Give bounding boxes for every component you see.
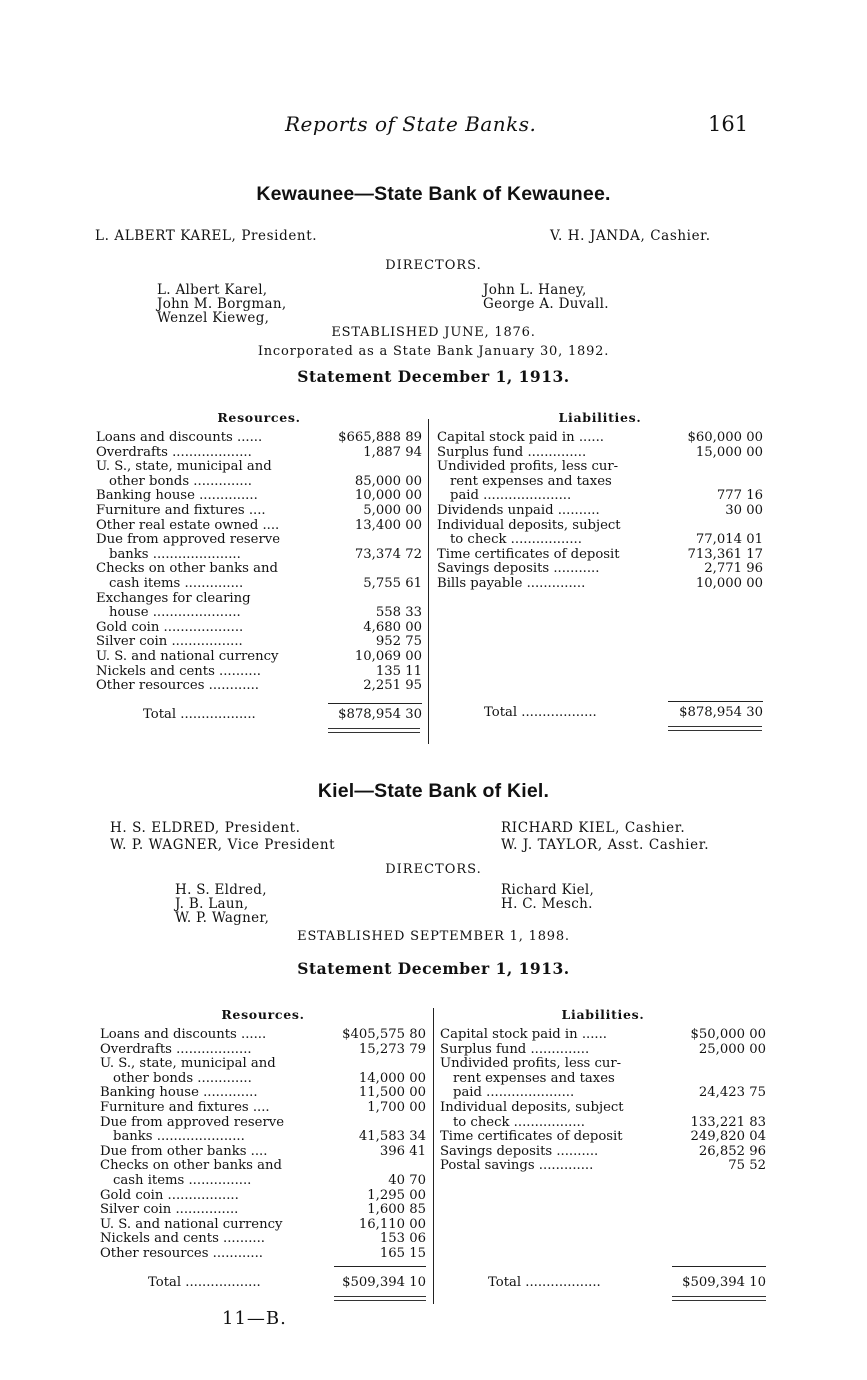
row-amount: 13,400 00 <box>354 517 422 533</box>
row-label: Loans and discounts ...... <box>100 1028 267 1042</box>
director: Wenzel Kieweg, <box>157 310 270 326</box>
ledger-row <box>100 1247 426 1262</box>
resources-total <box>148 1276 426 1292</box>
resources-sum-rule <box>328 703 422 704</box>
total-amount: $878,954 30 <box>679 705 763 720</box>
directors-heading: DIRECTORS. <box>385 258 482 273</box>
column-divider <box>433 1008 434 1304</box>
ledger-row <box>100 1218 426 1233</box>
row-amount: 5,755 61 <box>363 575 422 591</box>
directors-list <box>0 283 867 329</box>
row-label: Silver coin ............... <box>100 1203 239 1218</box>
total-label: Total .................. <box>484 705 597 720</box>
row-amount: 14,000 00 <box>358 1070 426 1086</box>
row-label: cash items .............. <box>109 576 244 591</box>
ledger-row <box>96 635 422 650</box>
row-amount: 133,221 83 <box>690 1114 766 1130</box>
ledger-row <box>96 489 422 504</box>
director: J. B. Laun, <box>175 896 249 912</box>
row-label: Loans and discounts ...... <box>96 431 263 445</box>
ledger-row <box>437 519 763 534</box>
statement-ledger-kewaunee <box>0 411 867 741</box>
row-label: Furniture and fixtures .... <box>100 1100 270 1115</box>
row-label: paid ..................... <box>450 489 572 504</box>
liabilities-double-rule <box>672 1296 766 1301</box>
row-amount: 10,069 00 <box>354 648 422 664</box>
row-amount: $50,000 00 <box>690 1027 766 1042</box>
officer: W. J. TAYLOR, Asst. Cashier. <box>501 837 710 853</box>
director: H. C. Mesch. <box>501 896 593 912</box>
row-amount: $405,575 80 <box>342 1027 426 1042</box>
ledger-row <box>100 1232 426 1247</box>
row-label: Banking house ............. <box>100 1086 258 1101</box>
row-label: to check ................. <box>453 1115 585 1130</box>
ledger-row <box>100 1203 426 1218</box>
row-label: Other resources ............ <box>100 1246 263 1261</box>
signature-mark: 11—B. <box>222 1308 287 1329</box>
officer: W. P. WAGNER, Vice President <box>110 837 336 853</box>
row-amount: 75 52 <box>728 1158 766 1174</box>
ledger-row <box>437 446 763 461</box>
row-label: U. S. and national currency <box>96 649 279 664</box>
total-label: Total .................. <box>143 707 256 722</box>
officers <box>0 228 867 264</box>
row-label: paid ..................... <box>453 1086 575 1101</box>
row-amount: 15,000 00 <box>695 444 763 460</box>
ledger-row <box>100 1101 426 1116</box>
officers <box>0 820 867 856</box>
director: Richard Kiel, <box>501 882 595 898</box>
row-amount: 249,820 04 <box>690 1129 766 1145</box>
row-label: Time certificates of deposit <box>440 1130 623 1145</box>
ledger-row <box>437 533 763 548</box>
page-number: 161 <box>708 112 749 136</box>
resources-total <box>143 708 422 724</box>
row-amount: 73,374 72 <box>354 546 422 562</box>
row-label: Time certificates of deposit <box>437 547 620 562</box>
total-amount: $509,394 10 <box>342 1275 426 1290</box>
row-amount: 24,423 75 <box>698 1085 766 1101</box>
row-amount: $665,888 89 <box>338 430 422 445</box>
resources-heading: Resources. <box>221 1007 305 1022</box>
row-label: rent expenses and taxes <box>453 1071 615 1086</box>
row-amount: 777 16 <box>716 488 763 504</box>
total-label: Total .................. <box>488 1275 601 1290</box>
row-label: Furniture and fixtures .... <box>96 503 266 518</box>
ledger-row <box>96 562 422 577</box>
ledger-row <box>96 679 422 694</box>
row-label: Gold coin ................. <box>100 1188 239 1203</box>
ledger-row <box>96 460 422 475</box>
bank-title: Kewaunee—State Bank of Kewaunee. <box>256 183 611 205</box>
ledger-row <box>437 475 763 490</box>
ledger-row <box>96 621 422 636</box>
row-label: other bonds ............. <box>113 1071 252 1086</box>
ledger-row <box>437 489 763 504</box>
liabilities-double-rule <box>668 726 762 731</box>
liabilities-sum-rule <box>668 701 763 702</box>
row-amount: 41,583 34 <box>358 1129 426 1145</box>
row-amount: 25,000 00 <box>698 1041 766 1057</box>
director: George A. Duvall. <box>483 296 609 312</box>
officers-left <box>110 820 335 854</box>
ledger-row <box>100 1130 426 1145</box>
resources-column <box>96 411 422 694</box>
row-label: U. S., state, municipal and <box>100 1057 276 1072</box>
ledger-row <box>100 1145 426 1160</box>
ledger-row <box>440 1159 766 1174</box>
established-line: ESTABLISHED SEPTEMBER 1, 1898. <box>297 929 570 944</box>
row-label: U. S. and national currency <box>100 1217 283 1232</box>
row-label: Individual deposits, subject <box>437 518 621 533</box>
director: H. S. Eldred, <box>175 882 267 898</box>
ledger-row <box>440 1072 766 1087</box>
ledger-row <box>100 1189 426 1204</box>
officer: H. S. ELDRED, President. <box>110 820 301 836</box>
row-amount: 85,000 00 <box>354 473 422 489</box>
liabilities-rows <box>437 431 763 592</box>
row-amount: 135 11 <box>375 663 422 679</box>
row-label: Checks on other banks and <box>100 1159 282 1174</box>
row-amount: 165 15 <box>379 1245 426 1261</box>
liabilities-column <box>437 411 763 592</box>
ledger-row <box>96 592 422 607</box>
directors-left <box>175 883 269 925</box>
row-label: house ..................... <box>109 606 241 621</box>
total-amount: $509,394 10 <box>682 1275 766 1290</box>
row-label: Overdrafts .................. <box>100 1042 252 1057</box>
liabilities-rows <box>440 1028 766 1174</box>
director: John M. Borgman, <box>157 296 287 312</box>
row-amount: 396 41 <box>379 1143 426 1159</box>
officer: L. ALBERT KAREL, President. <box>95 228 318 244</box>
resources-double-rule <box>328 728 420 733</box>
total-label: Total .................. <box>148 1275 261 1290</box>
statement-heading: Statement December 1, 1913. <box>297 367 570 386</box>
liabilities-sum-rule <box>672 1266 766 1267</box>
row-label: Postal savings ............. <box>440 1159 594 1174</box>
row-label: Banking house .............. <box>96 489 258 504</box>
resources-double-rule <box>334 1296 426 1301</box>
row-amount: 558 33 <box>375 605 422 621</box>
ledger-row <box>96 504 422 519</box>
row-label: U. S., state, municipal and <box>96 460 272 475</box>
liabilities-total <box>488 1276 766 1292</box>
row-label: to check ................. <box>450 533 582 548</box>
ledger-row <box>96 665 422 680</box>
statement-ledger-kiel <box>0 1008 867 1308</box>
row-label: Nickels and cents .......... <box>96 664 261 679</box>
row-amount: 1,295 00 <box>367 1187 426 1203</box>
established-line: ESTABLISHED JUNE, 1876. <box>331 325 536 340</box>
directors-left <box>157 283 286 325</box>
row-label: Dividends unpaid .......... <box>437 503 600 518</box>
ledger-row <box>96 533 422 548</box>
row-label: Checks on other banks and <box>96 562 278 577</box>
row-label: Exchanges for clearing <box>96 591 251 606</box>
ledger-row <box>440 1057 766 1072</box>
resources-rows <box>96 431 422 694</box>
row-amount: 10,000 00 <box>354 488 422 504</box>
statement-heading: Statement December 1, 1913. <box>297 959 570 978</box>
row-amount: 5,000 00 <box>363 502 422 518</box>
ledger-row <box>96 519 422 534</box>
liabilities-heading: Liabilities. <box>561 1007 645 1022</box>
row-label: banks ..................... <box>113 1130 245 1145</box>
liabilities-heading: Liabilities. <box>558 410 642 425</box>
ledger-row <box>437 460 763 475</box>
resources-column <box>100 1008 426 1262</box>
ledger-row <box>440 1028 766 1043</box>
row-label: Undivided profits, less cur- <box>440 1057 622 1072</box>
row-amount: 2,251 95 <box>363 678 422 694</box>
bank-title: Kiel—State Bank of Kiel. <box>317 780 550 802</box>
ledger-row <box>440 1101 766 1116</box>
row-label: Surplus fund .............. <box>437 445 587 460</box>
column-divider <box>428 419 429 744</box>
row-label: banks ..................... <box>109 547 241 562</box>
established-info <box>0 927 867 946</box>
row-label: Overdrafts ................... <box>96 445 252 460</box>
ledger-row <box>440 1130 766 1145</box>
row-label: Other real estate owned .... <box>96 518 280 533</box>
directors-right <box>501 883 594 911</box>
row-amount: 10,000 00 <box>695 575 763 591</box>
running-title: Reports of State Banks. <box>285 112 537 136</box>
ledger-row <box>96 475 422 490</box>
row-amount: 1,700 00 <box>367 1099 426 1115</box>
ledger-row <box>437 548 763 563</box>
established-line: Incorporated as a State Bank January 30, 1892. <box>257 344 610 359</box>
row-label: other bonds .............. <box>109 474 252 489</box>
ledger-row <box>96 446 422 461</box>
row-label: cash items ............... <box>113 1173 252 1188</box>
ledger-row <box>440 1116 766 1131</box>
row-label: Capital stock paid in ...... <box>437 431 604 445</box>
ledger-row <box>96 548 422 563</box>
ledger-row <box>100 1043 426 1058</box>
row-amount: 40 70 <box>388 1172 426 1188</box>
row-label: Other resources ............ <box>96 679 259 694</box>
resources-sum-rule <box>334 1266 426 1267</box>
ledger-row <box>437 431 763 446</box>
row-label: Due from approved reserve <box>96 533 281 548</box>
row-label: Gold coin ................... <box>96 620 244 635</box>
ledger-row <box>100 1159 426 1174</box>
ledger-row <box>437 562 763 577</box>
resources-rows <box>100 1028 426 1262</box>
liabilities-total <box>484 706 763 722</box>
row-label: Individual deposits, subject <box>440 1100 624 1115</box>
row-amount: 26,852 96 <box>698 1143 766 1159</box>
row-amount: 1,600 85 <box>367 1202 426 1218</box>
officers-right <box>501 820 709 854</box>
row-label: Savings deposits .......... <box>440 1144 599 1159</box>
row-label: Savings deposits ........... <box>437 562 600 577</box>
ledger-row <box>96 606 422 621</box>
director: W. P. Wagner, <box>175 910 270 926</box>
liabilities-column <box>440 1008 766 1174</box>
directors-right <box>483 283 609 311</box>
ledger-row <box>440 1043 766 1058</box>
row-label: Capital stock paid in ...... <box>440 1028 607 1042</box>
ledger-row <box>100 1072 426 1087</box>
ledger-row <box>96 431 422 446</box>
ledger-row <box>96 577 422 592</box>
ledger-row <box>437 577 763 592</box>
officer: RICHARD KIEL, Cashier. <box>501 820 686 836</box>
row-label: Due from other banks .... <box>100 1144 268 1159</box>
resources-heading: Resources. <box>217 410 301 425</box>
running-header <box>0 112 867 138</box>
officers-right <box>550 228 711 245</box>
row-amount: 30 00 <box>725 502 763 518</box>
ledger-row <box>96 650 422 665</box>
director: L. Albert Karel, <box>157 282 268 298</box>
row-label: Undivided profits, less cur- <box>437 460 619 475</box>
bank-section-kiel <box>0 780 867 978</box>
total-amount: $878,954 30 <box>338 707 422 722</box>
ledger-row <box>100 1057 426 1072</box>
row-amount: 2,771 96 <box>704 561 763 577</box>
ledger-row <box>100 1174 426 1189</box>
row-amount: 16,110 00 <box>358 1216 426 1232</box>
row-label: Surplus fund .............. <box>440 1042 590 1057</box>
row-amount: 952 75 <box>375 634 422 650</box>
row-label: Bills payable .............. <box>437 576 586 591</box>
directors-heading: DIRECTORS. <box>385 862 482 877</box>
directors-list <box>0 883 867 929</box>
row-label: Due from approved reserve <box>100 1115 285 1130</box>
officer: V. H. JANDA, Cashier. <box>550 228 711 244</box>
row-label: Nickels and cents .......... <box>100 1232 265 1247</box>
ledger-row <box>100 1028 426 1043</box>
director: John L. Haney, <box>483 282 587 298</box>
ledger-row <box>440 1145 766 1160</box>
row-amount: 153 06 <box>379 1231 426 1247</box>
ledger-row <box>440 1086 766 1101</box>
row-label: Silver coin ................. <box>96 635 243 650</box>
row-amount: 77,014 01 <box>695 532 763 548</box>
row-amount: 11,500 00 <box>358 1085 426 1101</box>
row-amount: 15,273 79 <box>358 1041 426 1057</box>
bank-section-kewaunee <box>0 183 867 386</box>
row-amount: 4,680 00 <box>363 619 422 635</box>
row-amount: 1,887 94 <box>363 444 422 460</box>
officers-left <box>95 228 317 245</box>
ledger-row <box>437 504 763 519</box>
row-amount: 713,361 17 <box>687 546 763 562</box>
row-amount: $60,000 00 <box>687 430 763 445</box>
row-label: rent expenses and taxes <box>450 474 612 489</box>
ledger-row <box>100 1116 426 1131</box>
ledger-row <box>100 1086 426 1101</box>
